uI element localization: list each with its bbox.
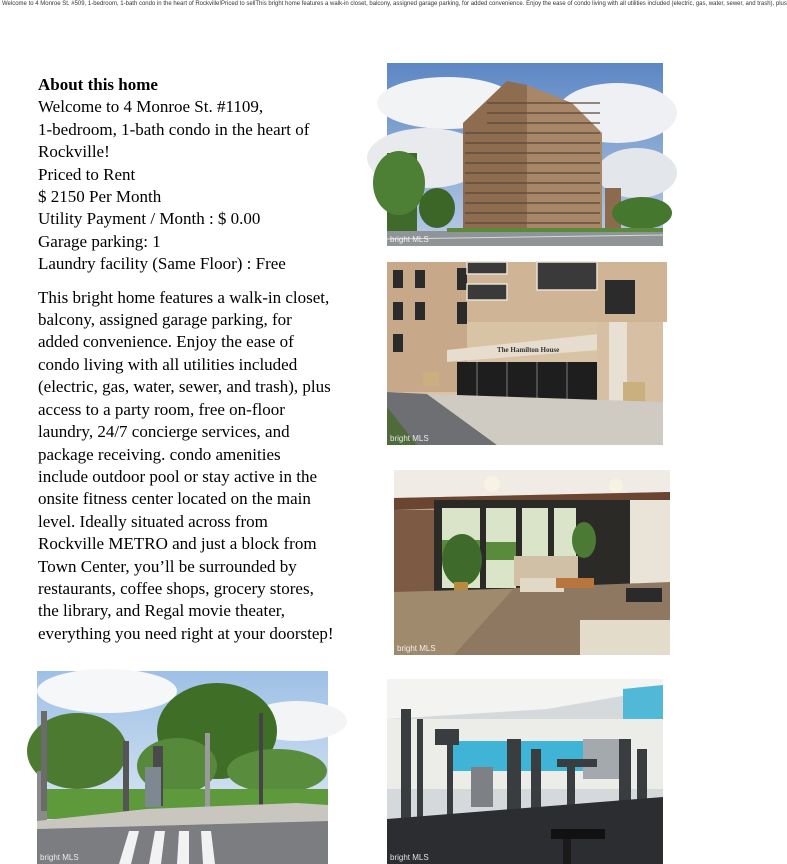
entrance-photo[interactable] <box>387 262 663 445</box>
description-line: balcony, assigned garage parking, for <box>38 310 292 330</box>
fitness-center-image <box>387 679 663 864</box>
description-line: package receiving. condo amenities <box>38 444 281 464</box>
description-line: Rockville METRO and just a block from <box>38 534 317 554</box>
about-line: Rockville! <box>38 142 110 162</box>
description-line: condo living with all utilities included <box>38 354 298 374</box>
watermark: bright MLS <box>397 644 436 653</box>
description-line: level. Ideally situated across from <box>38 511 268 531</box>
about-line: $ 2150 Per Month <box>38 187 162 207</box>
building-sign: The Hamilton House <box>497 346 560 354</box>
description-line: the library, and Regal movie theater, <box>38 601 285 621</box>
description-line: include outdoor pool or stay active in the <box>38 466 318 486</box>
building-exterior-photo[interactable] <box>387 63 663 246</box>
building-exterior-image <box>387 63 663 246</box>
street-image <box>37 671 328 864</box>
entrance-image <box>387 262 663 445</box>
lobby-image <box>394 470 670 655</box>
description-line: everything you need right at your doorstep! <box>38 623 334 643</box>
about-line: 1-bedroom, 1-bath condo in the heart of <box>38 119 310 139</box>
description-line: restaurants, coffee shops, grocery stores, <box>38 578 314 598</box>
watermark: bright MLS <box>390 853 429 862</box>
description-line: (electric, gas, water, sewer, and trash), plus <box>38 377 331 397</box>
about-heading: About this home <box>38 75 158 94</box>
description-line: laundry, 24/7 concierge services, and <box>38 422 290 442</box>
watermark: bright MLS <box>390 235 429 244</box>
description-paragraph <box>38 287 378 646</box>
about-line: Welcome to 4 Monroe St. #1109, <box>38 97 264 117</box>
description-line: onsite fitness center located on the main <box>38 489 311 509</box>
description-line: added convenience. Enjoy the ease of <box>38 332 294 352</box>
street-photo[interactable] <box>37 671 328 864</box>
description-line: access to a party room, free on-floor <box>38 399 285 419</box>
about-line: Priced to Rent <box>38 164 136 184</box>
watermark: bright MLS <box>390 434 429 443</box>
description-line: This bright home features a walk-in closet, <box>38 287 330 307</box>
watermark: bright MLS <box>40 853 79 862</box>
about-line: Laundry facility (Same Floor) : Free <box>38 254 286 274</box>
fitness-center-photo[interactable] <box>387 679 663 864</box>
about-section <box>38 74 378 645</box>
page-header-text: Welcome to 4 Monroe St. #509, 1-bedroom, 1-bath condo in the heart of Rockville!Priced to sellThis bright home features a walk-in closet, balcony, assigned garage parking, for added convenience. Enjoy the ease of condo living with all utilities included (electric, gas, water, sewer, and trash), plus <box>2 1 787 7</box>
lobby-photo[interactable] <box>394 470 670 655</box>
description-line: Town Center, you’ll be surrounded by <box>38 556 297 576</box>
about-line: Garage parking: 1 <box>38 231 161 251</box>
about-line: Utility Payment / Month : $ 0.00 <box>38 209 261 229</box>
